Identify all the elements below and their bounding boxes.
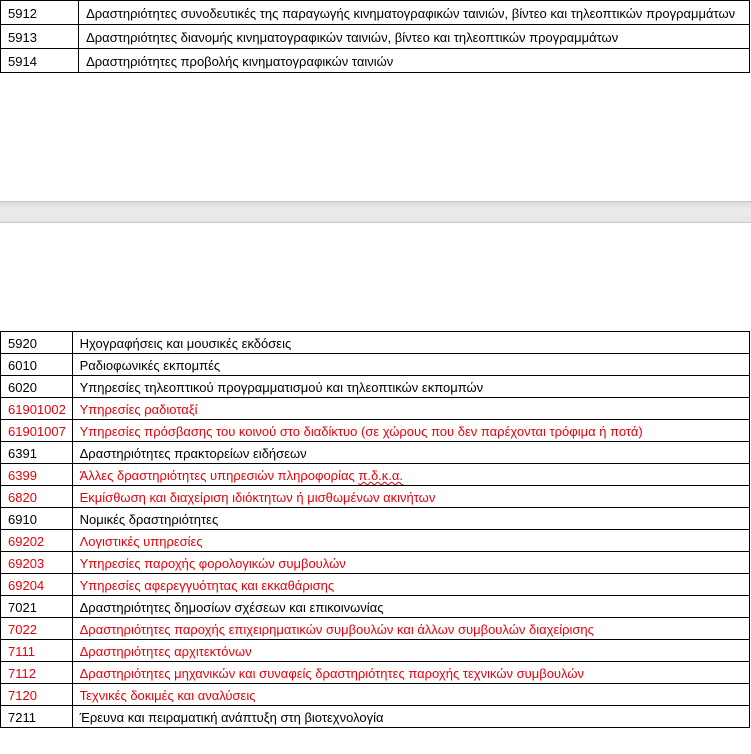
activity-description: Λογιστικές υπηρεσίες — [72, 530, 749, 552]
activity-code: 7211 — [1, 706, 73, 728]
table-row — [1, 25, 750, 49]
activity-description: Υπηρεσίες ραδιοταξί — [72, 398, 749, 420]
table-row-highlighted — [1, 398, 750, 420]
activity-description: Δραστηριότητες πρακτορείων ειδήσεων — [72, 442, 749, 464]
table-row-highlighted — [1, 574, 750, 596]
table-row — [1, 49, 750, 73]
activity-description: Υπηρεσίες πρόσβασης του κοινού στο διαδίκτυο (σε χώρους που δεν παρέχονται τρόφιμα ή ποτά) — [72, 420, 749, 442]
activity-description: Δραστηριότητες μηχανικών και συναφείς δραστηριότητες παροχής τεχνικών συμβουλών — [72, 662, 749, 684]
activity-code: 5912 — [1, 1, 79, 25]
activity-description: Τεχνικές δοκιμές και αναλύσεις — [72, 684, 749, 706]
table-row-highlighted — [1, 530, 750, 552]
table-row — [1, 442, 750, 464]
activity-description: Δραστηριότητες συνοδευτικές της παραγωγής κινηματογραφικών ταινιών, βίντεο και τηλεοπτικών προγραμμάτων — [79, 1, 750, 25]
table-row-highlighted — [1, 464, 750, 486]
table-row-highlighted — [1, 552, 750, 574]
table-row — [1, 332, 750, 354]
table-row — [1, 706, 750, 728]
activity-code: 5913 — [1, 25, 79, 49]
table-row-highlighted — [1, 640, 750, 662]
activity-description: Ραδιοφωνικές εκπομπές — [72, 354, 749, 376]
activity-description: Εκμίσθωση και διαχείριση ιδιόκτητων ή μισθωμένων ακινήτων — [72, 486, 749, 508]
activity-code: 6391 — [1, 442, 73, 464]
page-break-divider — [0, 201, 751, 223]
activity-code: 69204 — [1, 574, 73, 596]
activity-description: Νομικές δραστηριότητες — [72, 508, 749, 530]
activity-code: 61901002 — [1, 398, 73, 420]
activity-code: 7112 — [1, 662, 73, 684]
activity-description: Υπηρεσίες παροχής φορολογικών συμβουλών — [72, 552, 749, 574]
activity-code: 69202 — [1, 530, 73, 552]
table-row-highlighted — [1, 662, 750, 684]
activity-description: Έρευνα και πειραματική ανάπτυξη στη βιοτεχνολογία — [72, 706, 749, 728]
activity-code: 6020 — [1, 376, 73, 398]
activity-code: 69203 — [1, 552, 73, 574]
activity-description: Υπηρεσίες τηλεοπτικού προγραμματισμού και τηλεοπτικών εκπομπών — [72, 376, 749, 398]
activity-code: 5920 — [1, 332, 73, 354]
activity-code: 7021 — [1, 596, 73, 618]
activity-description: Ηχογραφήσεις και μουσικές εκδόσεις — [72, 332, 749, 354]
activity-description-text: Άλλες δραστηριότητες υπηρεσιών πληροφορίας π.δ.κ.α. — [79, 468, 404, 483]
table-row — [1, 596, 750, 618]
activity-description: Δραστηριότητες δημοσίων σχέσεων και επικοινωνίας — [72, 596, 749, 618]
activity-code: 6399 — [1, 464, 73, 486]
activity-code: 7111 — [1, 640, 73, 662]
activity-code: 6910 — [1, 508, 73, 530]
activity-codes-table-bottom — [0, 331, 750, 728]
activity-code: 6010 — [1, 354, 73, 376]
activity-code: 7120 — [1, 684, 73, 706]
spellcheck-mark: π.δ.κ.α. — [358, 468, 404, 483]
table-row-highlighted — [1, 420, 750, 442]
activity-description: Δραστηριότητες προβολής κινηματογραφικών ταινιών — [79, 49, 750, 73]
activity-code: 61901007 — [1, 420, 73, 442]
activity-description — [72, 464, 749, 486]
table-row — [1, 376, 750, 398]
activity-code: 6820 — [1, 486, 73, 508]
table-row — [1, 354, 750, 376]
table-row-highlighted — [1, 684, 750, 706]
activity-description: Δραστηριότητες διανομής κινηματογραφικών ταινιών, βίντεο και τηλεοπτικών προγραμμάτων — [79, 25, 750, 49]
activity-codes-table-top — [0, 0, 750, 73]
table-row-highlighted — [1, 618, 750, 640]
activity-description: Δραστηριότητες παροχής επιχειρηματικών συμβουλών και άλλων συμβουλών διαχείρισης — [72, 618, 749, 640]
activity-code: 5914 — [1, 49, 79, 73]
activity-description: Υπηρεσίες αφερεγγυότητας και εκκαθάρισης — [72, 574, 749, 596]
activity-description: Δραστηριότητες αρχιτεκτόνων — [72, 640, 749, 662]
table-row — [1, 508, 750, 530]
activity-code: 7022 — [1, 618, 73, 640]
table-row-highlighted — [1, 486, 750, 508]
table-row — [1, 1, 750, 25]
